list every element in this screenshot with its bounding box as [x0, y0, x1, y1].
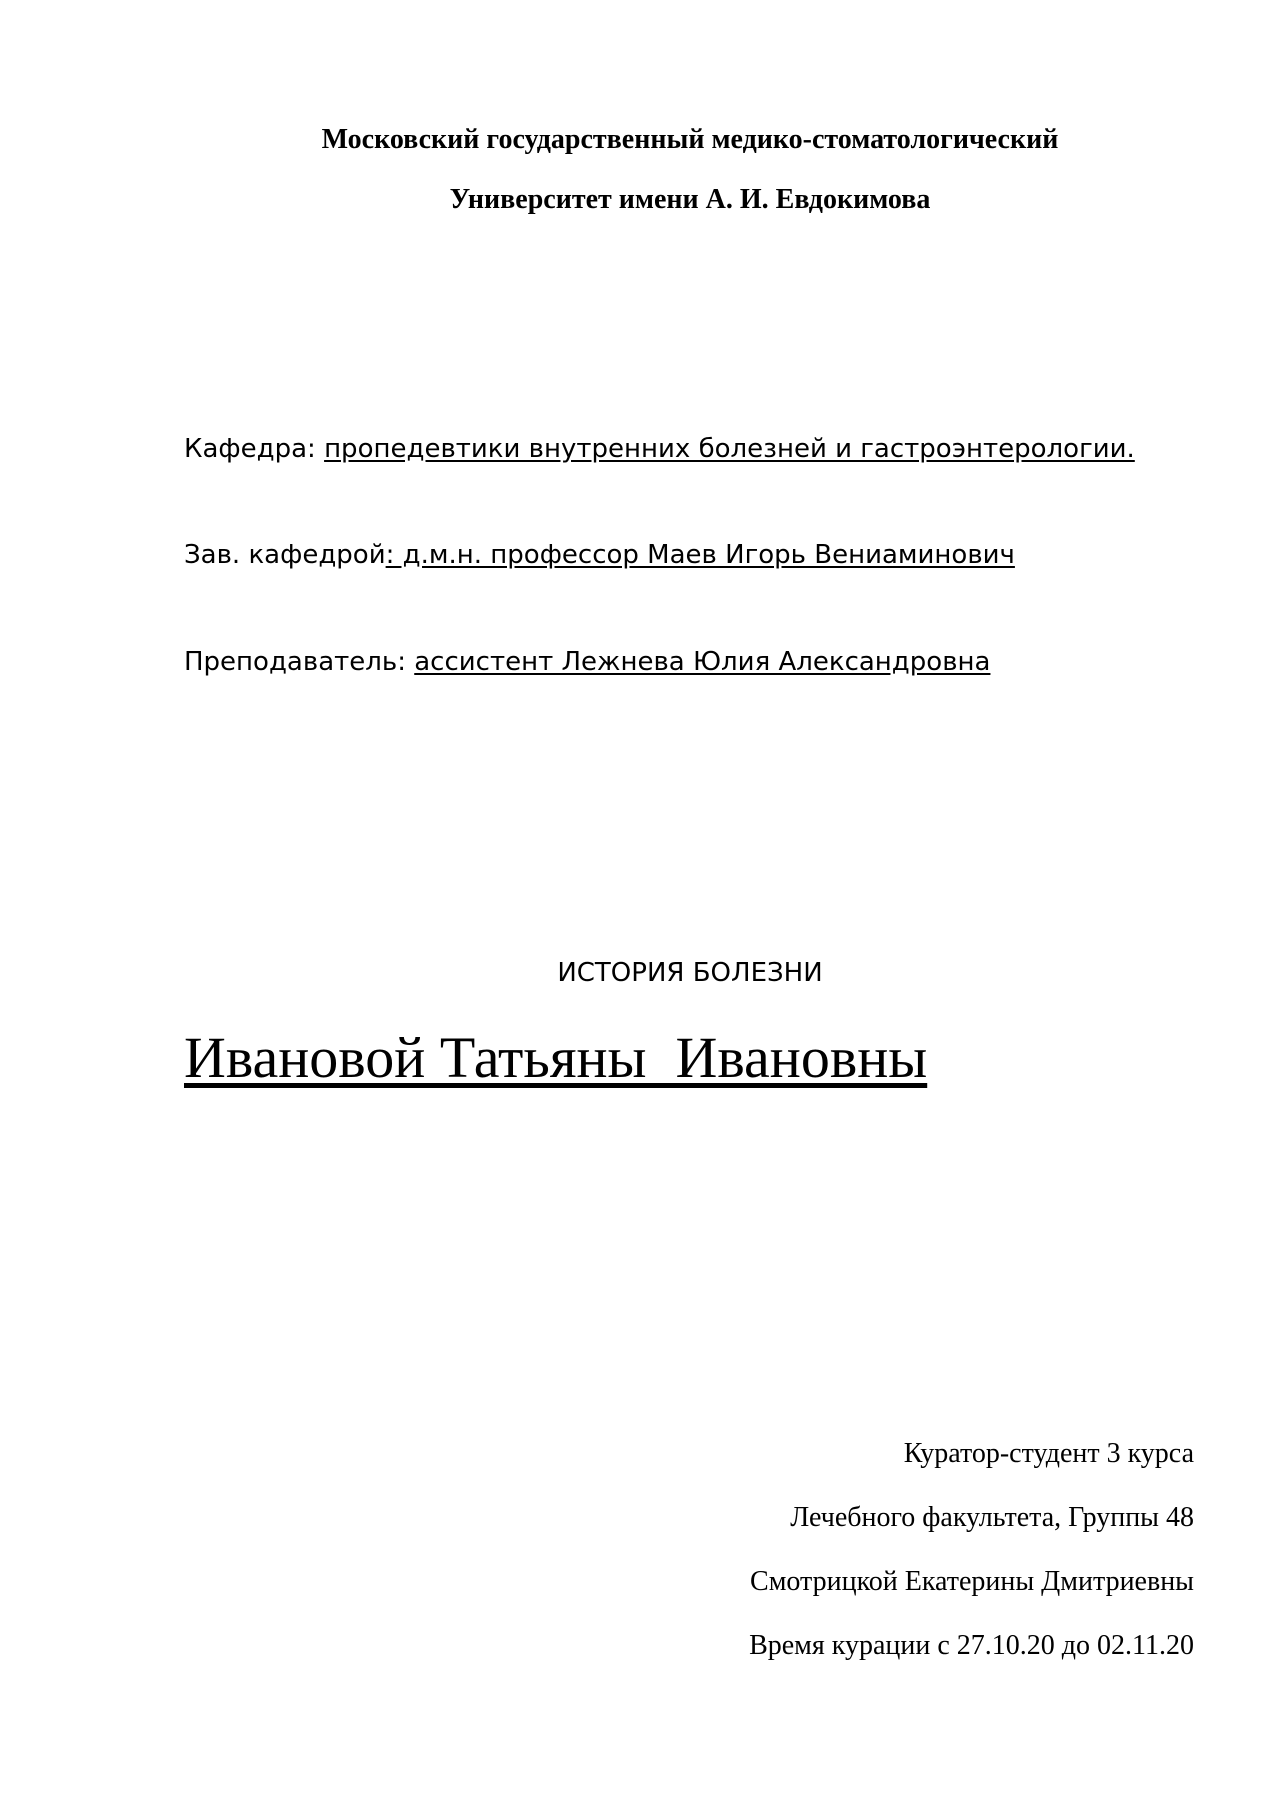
teacher-label: Преподаватель:	[184, 647, 415, 677]
teacher-value: ассистент Лежнева Юлия Александровна	[414, 647, 991, 677]
department-line	[184, 434, 1135, 464]
department-value: пропедевтики внутренних болезней и гастроэнтерологии.	[324, 434, 1135, 464]
teacher-line	[184, 647, 990, 677]
head-label: Зав. кафедрой	[184, 540, 386, 570]
patient-name: Ивановой Татьяны Ивановны	[184, 1025, 928, 1090]
head-value: : д.м.н. профессор Маев Игорь Вениаминович	[385, 540, 1015, 570]
document-type-title: ИСТОРИЯ БОЛЕЗНИ	[557, 958, 823, 988]
university-name-line2: Университет имени А. И. Евдокимова	[449, 184, 931, 215]
university-name-line1: Московский государственный медико-стоматологический	[321, 124, 1059, 155]
department-label: Кафедра:	[184, 434, 325, 464]
curator-line-2: Лечебного факультета, Группы 48	[790, 1502, 1194, 1533]
curator-line-1: Куратор-студент 3 курса	[903, 1438, 1194, 1469]
head-of-department-line	[184, 540, 1015, 570]
curator-line-3: Смотрицкой Екатерины Дмитриевны	[750, 1566, 1194, 1597]
curator-line-4: Время курации с 27.10.20 до 02.11.20	[749, 1630, 1194, 1661]
